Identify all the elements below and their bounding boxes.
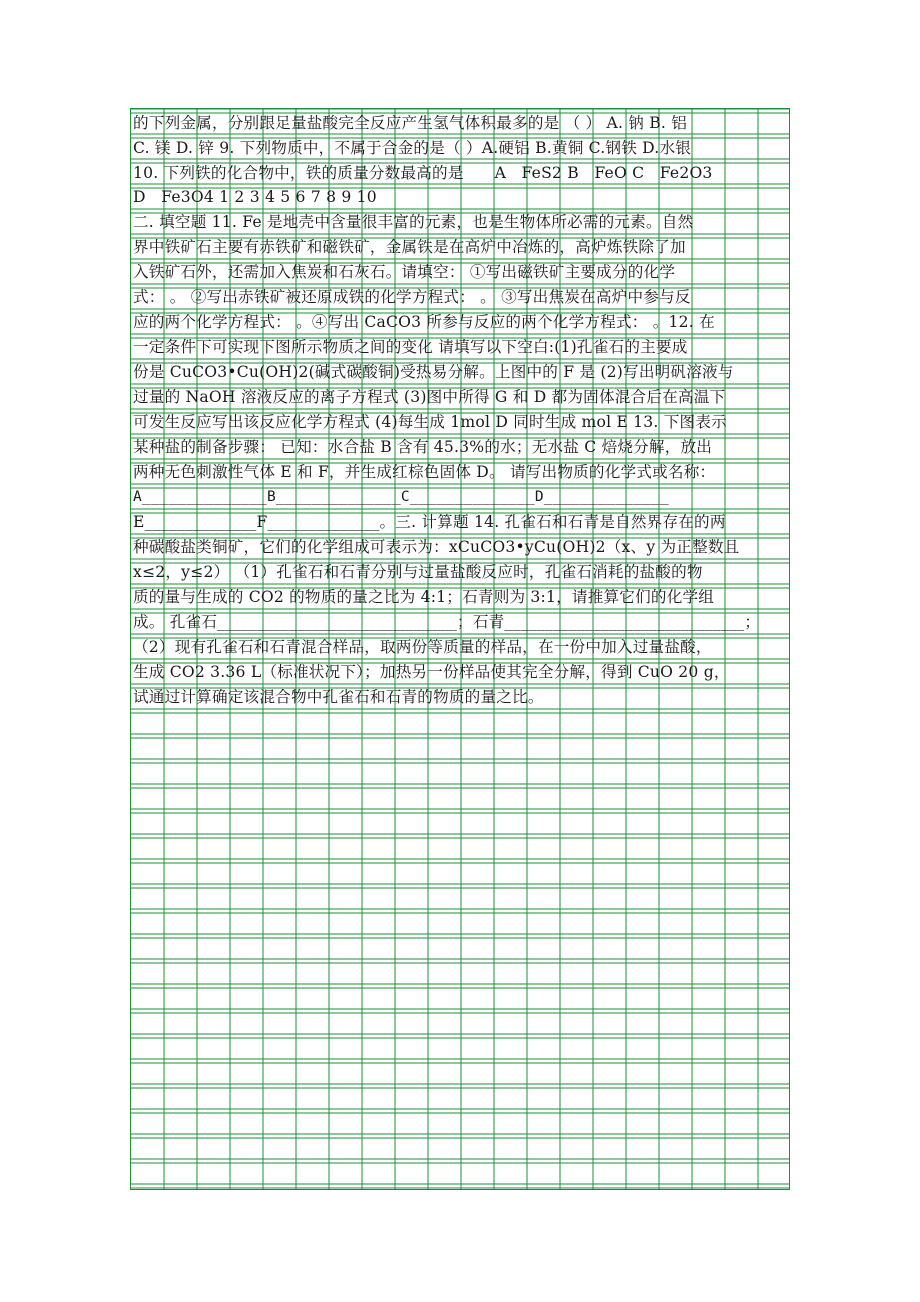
text-line-24: 试通过计算确定该混合物中孔雀石和石青的物质的量之比。: [133, 688, 544, 706]
text-line-4: D Fe3O4 1 2 3 4 5 6 7 8 9 10: [133, 188, 377, 206]
text-line-21: 成。 孔雀石______________________________；石青______________________________；: [133, 613, 761, 631]
text-line-3: 10. 下列铁的化合物中，铁的质量分数最高的是 A FeS2 B FeO C Fe2O3: [133, 164, 713, 182]
text-line-2: C. 镁 D. 锌 9. 下列物质中，不属于合金的是（ ）A.硬铝 B.黄铜 C.钢铁 D.水银: [133, 139, 692, 157]
text-line-1: 的下列金属，分别跟足量盐酸完全反应产生氢气体积最多的是 （ ） A. 钠 B. 铝: [133, 114, 687, 132]
text-line-12: 过量的 NaOH 溶液反应的离子方程式 (3)图中所得 G 和 D 都为固体混合后在高温下: [133, 388, 726, 406]
text-line-5: 二. 填空题 11. Fe 是地壳中含量很丰富的元素，也是生物体所必需的元素。自然: [133, 213, 694, 231]
document-text: [131, 109, 789, 1189]
text-line-11: 份是 CuCO3•Cu(OH)2(碱式碳酸铜)受热易分解。上图中的 F 是 (2)写出明矾溶液与: [133, 363, 734, 381]
text-line-23: 生成 CO2 3.36 L（标准状况下）；加热另一份样品使其完全分解，得到 CuO 20 g，: [133, 663, 730, 681]
text-line-8: 式： 。 ②写出赤铁矿被还原成铁的化学方程式： 。 ③写出焦炭在高炉中参与反: [133, 288, 691, 306]
text-line-17: E______________F______________。三. 计算题 14. 孔雀石和石青是自然界存在的两: [133, 513, 726, 531]
text-line-16: A______________B______________C______________D______________: [133, 489, 669, 505]
text-line-18: 种碳酸盐类铜矿，它们的化学组成可表示为：xCuCO3•yCu(OH)2（x、y 为正整数且: [133, 538, 740, 556]
text-line-22: （2）现有孔雀石和石青混合样品，取两份等质量的样品，在一份中加入过量盐酸，: [133, 638, 712, 656]
text-line-13: 可发生反应写出该反应化学方程式 (4)每生成 1mol D 同时生成 mol E 13. 下图表示: [133, 413, 727, 431]
text-line-14: 某种盐的制备步骤： 已知：水合盐 B 含有 45.3%的水；无水盐 C 焙烧分解，放出: [133, 438, 713, 456]
text-line-7: 入铁矿石外，还需加入焦炭和石灰石。请填空： ①写出磁铁矿主要成分的化学: [133, 263, 676, 281]
text-line-15: 两种无色刺激性气体 E 和 F，并生成红棕色固体 D。 请写出物质的化学式或名称：: [133, 463, 716, 481]
text-line-19: x≤2，y≤2） （1）孔雀石和石青分别与过量盐酸反应时，孔雀石消耗的盐酸的物: [133, 563, 703, 581]
text-line-9: 应的两个化学方程式： 。④写出 CaCO3 所参与反应的两个化学方程式： 。12. 在: [133, 313, 715, 331]
text-line-10: 一定条件下可实现下图所示物质之间的变化 请填写以下空白:(1)孔雀石的主要成: [133, 338, 688, 356]
text-line-6: 界中铁矿石主要有赤铁矿和磁铁矿，金属铁是在高炉中冶炼的，高炉炼铁除了加: [133, 238, 686, 256]
text-line-20: 质的量与生成的 CO2 的物质的量之比为 4:1；石青则为 3:1，请推算它们的化学组: [133, 588, 715, 606]
grid-paper-sheet: [130, 108, 790, 1190]
